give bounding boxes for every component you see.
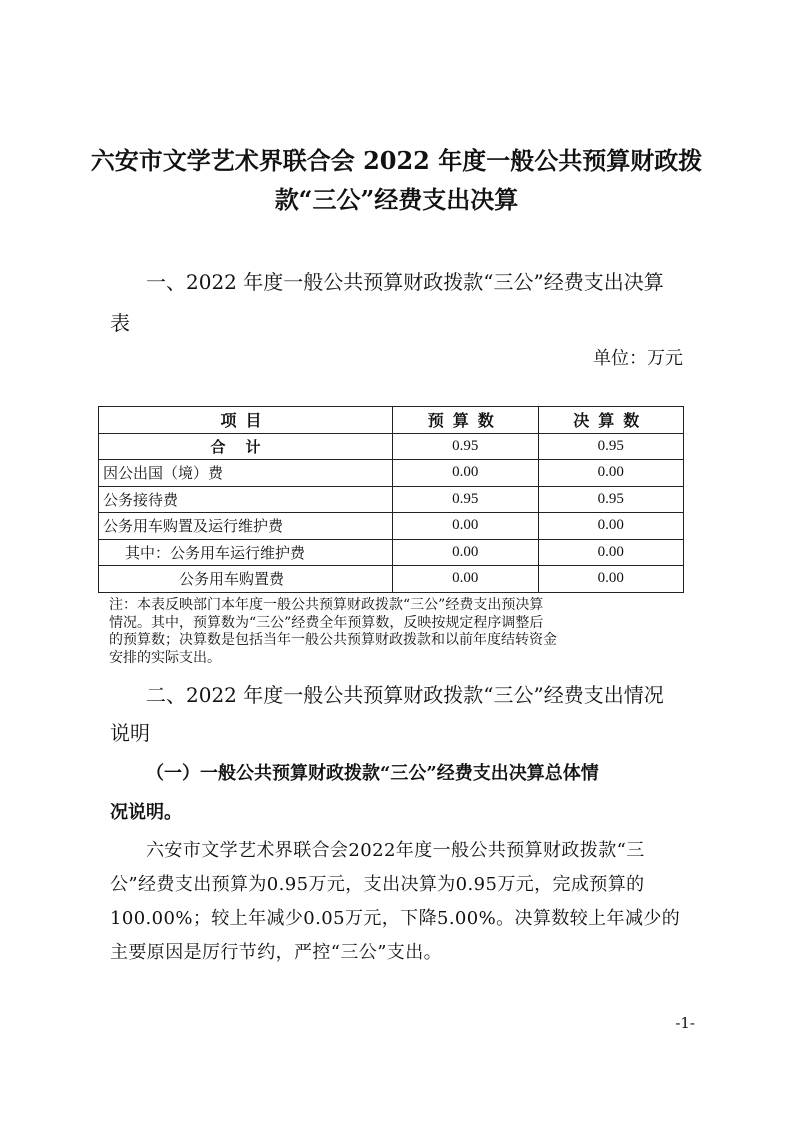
budget-table (98, 406, 684, 593)
row-budget-value: 0.00 (393, 566, 538, 593)
row-final-value: 0.00 (538, 460, 683, 487)
header-budget: 预算数 (393, 407, 538, 434)
unit-label: 单位：万元 (593, 348, 683, 369)
row-item-label: 公务接待费 (99, 486, 393, 513)
note-line: 的预算数；决算数是包括当年一般公共预算财政拨款和以前年度结转资金 (109, 632, 557, 648)
subsection-heading: （一）一般公共预算财政拨款“三公”经费支出决算总体情 (146, 763, 599, 784)
table-note (109, 597, 695, 667)
row-final-value: 0.00 (538, 539, 683, 566)
subsection-heading-cont: 况说明。 (110, 802, 182, 823)
note-line: 安排的实际支出。 (109, 649, 221, 666)
row-final-value: 0.00 (538, 566, 683, 593)
page-number: -1- (675, 1014, 695, 1032)
table-row (99, 513, 684, 540)
table-row (99, 486, 684, 513)
section2-heading-cont: 说明 (110, 721, 150, 745)
note-line: 注：本表反映部门本年度一般公共预算财政拨款“三公”经费支出预决算 (109, 597, 544, 613)
row-total-label: 合计 (99, 433, 393, 460)
header-item: 项目 (99, 407, 393, 434)
row-item-label: 公务用车购置及运行维护费 (99, 513, 393, 540)
section2-heading: 二、2022 年度一般公共预算财政拨款“三公”经费支出情况 (146, 683, 664, 707)
row-budget-value: 0.95 (393, 486, 538, 513)
table-row (99, 566, 684, 593)
row-budget-value: 0.00 (393, 539, 538, 566)
table-header-row (99, 407, 684, 434)
section1-heading-cont: 表 (110, 311, 130, 335)
note-line: 情况。其中，预算数为“三公”经费全年预算数，反映按规定程序调整后 (109, 614, 544, 631)
row-final-value: 0.00 (538, 513, 683, 540)
row-final-value: 0.95 (538, 486, 683, 513)
document-title-line1: 六安市文学艺术界联合会 2022 年度一般公共预算财政拨 (90, 146, 703, 175)
row-item-label: 其中：公务用车运行维护费 (99, 539, 393, 566)
row-budget-value: 0.00 (393, 460, 538, 487)
table-row (99, 460, 684, 487)
row-item-label: 公务用车购置费 (99, 566, 393, 593)
row-total-budget: 0.95 (393, 433, 538, 460)
table-row (99, 433, 684, 460)
document-title-line2: 款“三公”经费支出决算 (274, 185, 519, 214)
row-item-label: 因公出国（境）费 (99, 460, 393, 487)
section1-heading: 一、2022 年度一般公共预算财政拨款“三公”经费支出决算 (146, 270, 664, 294)
table-row (99, 539, 684, 566)
row-total-final: 0.95 (538, 433, 683, 460)
header-final: 决算数 (538, 407, 683, 434)
summary-paragraph: 六安市文学艺术界联合会2022年度一般公共预算财政拨款“三公”经费支出预算为0.95万元，支出决算为0.95万元，完成预算的100.00%；较上年减少0.05万元，下降5.00%。决算数较上年减少的主要原因是厉行节约，严控“三公”支出。 (110, 840, 681, 963)
row-budget-value: 0.00 (393, 513, 538, 540)
